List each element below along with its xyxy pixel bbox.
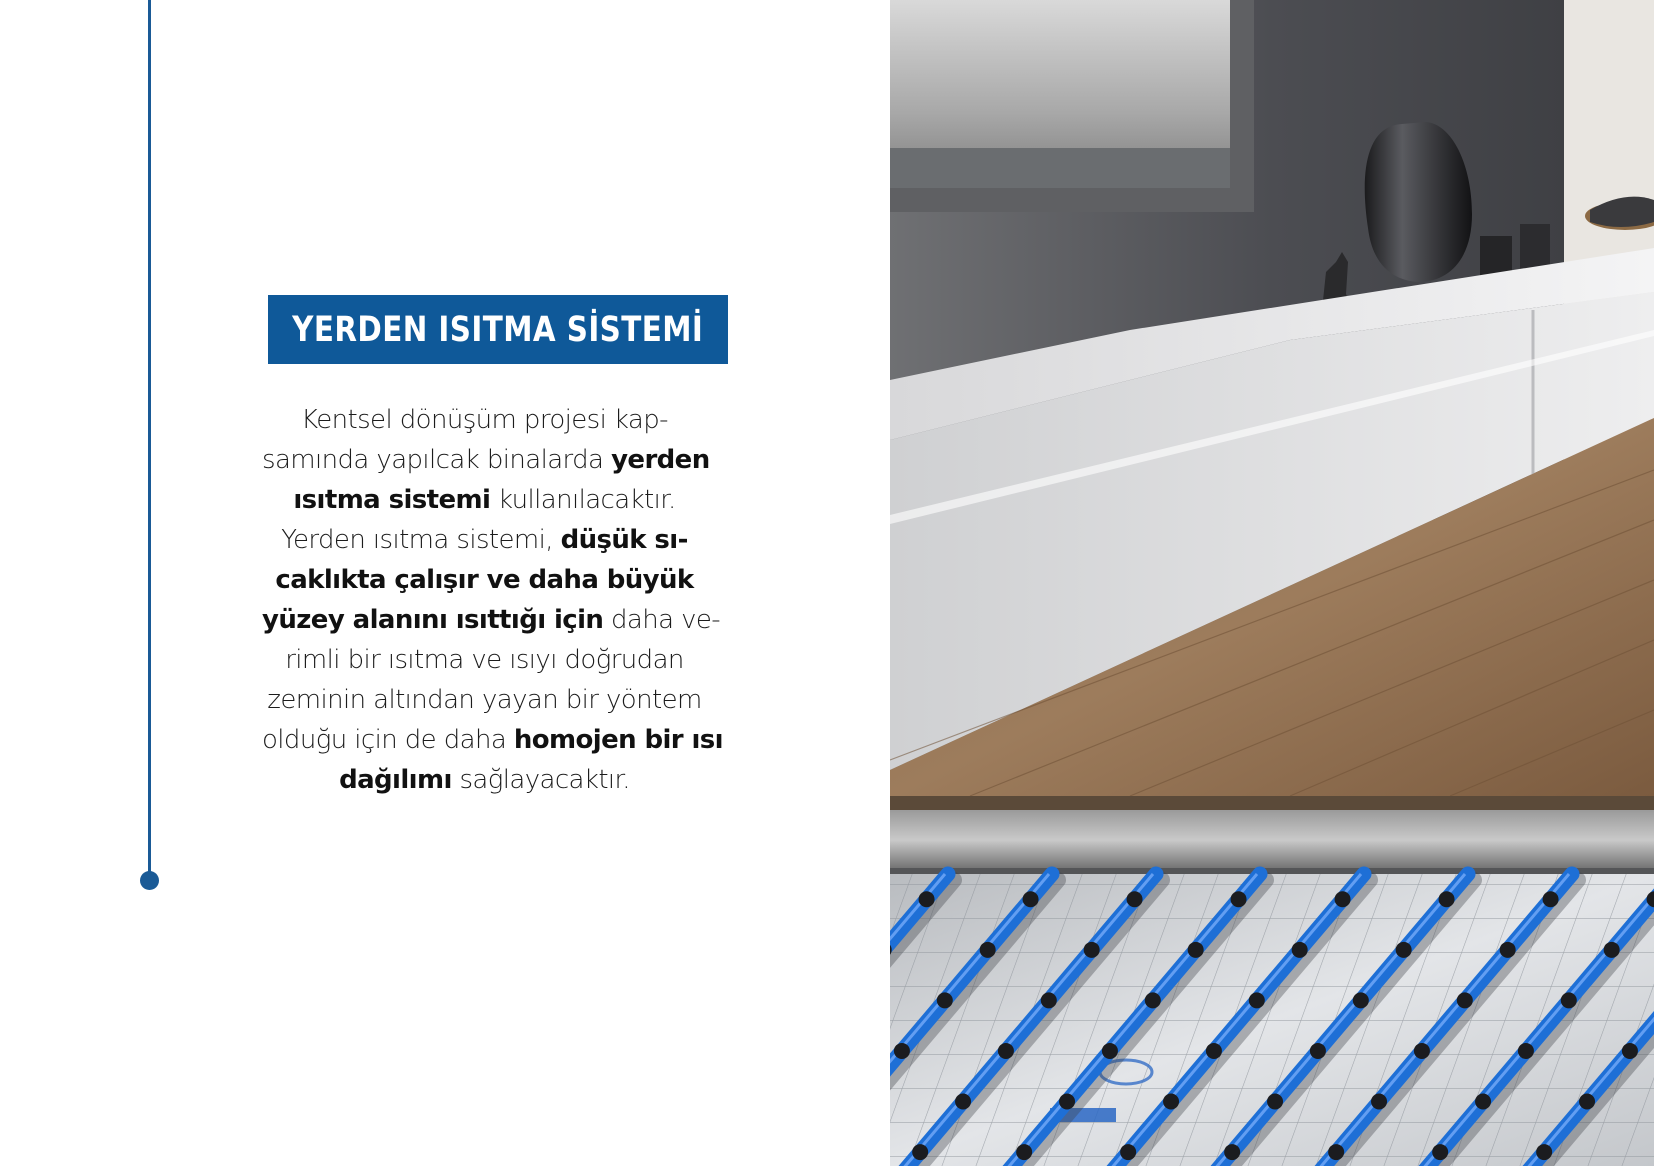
pipe-clip xyxy=(1224,1144,1240,1160)
pipe-clip xyxy=(1120,1144,1136,1160)
pipe-clip xyxy=(1396,942,1412,958)
pipe-clip xyxy=(1059,1094,1075,1110)
body-bold-run: homojen bir ısı xyxy=(513,725,723,755)
pipe-clip xyxy=(1249,992,1265,1008)
timeline-line xyxy=(148,0,151,880)
timeline-dot xyxy=(140,871,159,890)
pipe-clip xyxy=(980,942,996,958)
pipe-clip xyxy=(1163,1094,1179,1110)
body-bold-run: dağılımı xyxy=(339,765,452,795)
pipe-clip xyxy=(1310,1043,1326,1059)
pipe-clip xyxy=(1439,891,1455,907)
body-line xyxy=(262,640,707,680)
pipe-clip xyxy=(1353,992,1369,1008)
body-run: Kentsel dönüşüm projesi kap- xyxy=(301,405,668,435)
section-body xyxy=(262,400,723,800)
body-line xyxy=(262,480,707,520)
pipe-clip xyxy=(1023,891,1039,907)
section-title: YERDEN ISITMA SİSTEMİ xyxy=(292,309,704,350)
body-bold-run: ısıtma sistemi xyxy=(293,485,491,515)
pipe-clip xyxy=(1432,1144,1448,1160)
body-run: daha ve- xyxy=(603,605,721,635)
body-run: olduğu için de daha xyxy=(262,725,514,755)
body-line xyxy=(262,400,707,440)
body-line xyxy=(262,600,721,640)
body-run: zeminin altından yayan bir yöntem xyxy=(267,685,702,715)
pipe-clip xyxy=(1475,1094,1491,1110)
body-bold-run: yüzey alanını ısıttığı için xyxy=(262,605,604,635)
pipe-clip xyxy=(1267,1094,1283,1110)
pipe-clip xyxy=(1561,992,1577,1008)
pipe-clip xyxy=(998,1043,1014,1059)
pipe-clip xyxy=(1145,992,1161,1008)
pipe-clip xyxy=(1622,1043,1638,1059)
underfloor-heating-photo xyxy=(890,0,1654,1166)
pipe-clip xyxy=(1500,942,1516,958)
pipe-clip xyxy=(894,1043,910,1059)
pipe-clip xyxy=(1206,1043,1222,1059)
body-run: sağlayacaktır. xyxy=(451,765,630,795)
pipe-clip xyxy=(1016,1144,1032,1160)
pipe-clip xyxy=(1518,1043,1534,1059)
pipe-clip xyxy=(1188,942,1204,958)
body-run: samında yapılcak binalarda xyxy=(262,445,612,475)
body-line xyxy=(262,720,723,760)
pipe-clip xyxy=(1102,1043,1118,1059)
pipe-clip xyxy=(919,891,935,907)
pipe-clip xyxy=(1371,1094,1387,1110)
pipe-clip xyxy=(1604,942,1620,958)
pipe-clip xyxy=(955,1094,971,1110)
pipe-clip xyxy=(1231,891,1247,907)
body-bold-run: caklıkta çalışır ve daha büyük xyxy=(275,565,694,595)
pipe-clip xyxy=(1041,992,1057,1008)
body-run: Yerden ısıtma sistemi, xyxy=(281,525,561,555)
body-line xyxy=(262,760,707,800)
pipe-clip xyxy=(912,1144,928,1160)
body-run: rimli bir ısıtma ve ısıyı doğrudan xyxy=(285,645,684,675)
pipe-clip xyxy=(1127,891,1143,907)
pipe-clip xyxy=(1084,942,1100,958)
pipe-clip xyxy=(1328,1144,1344,1160)
pipe-clip xyxy=(1457,992,1473,1008)
pipe-clip xyxy=(1536,1144,1552,1160)
body-line xyxy=(262,680,707,720)
pipe-clip xyxy=(1335,891,1351,907)
body-bold-run: düşük sı- xyxy=(560,525,688,555)
body-line xyxy=(262,560,707,600)
body-line xyxy=(262,520,707,560)
pipe-clip xyxy=(1579,1094,1595,1110)
pipe-clip xyxy=(1292,942,1308,958)
body-line xyxy=(262,440,710,480)
section-title-box xyxy=(268,295,728,364)
body-run: kullanılacaktır. xyxy=(490,485,676,515)
pipe-clip xyxy=(937,992,953,1008)
pipe-clip xyxy=(1414,1043,1430,1059)
body-bold-run: yerden xyxy=(611,445,710,475)
pipe-clip xyxy=(1543,891,1559,907)
